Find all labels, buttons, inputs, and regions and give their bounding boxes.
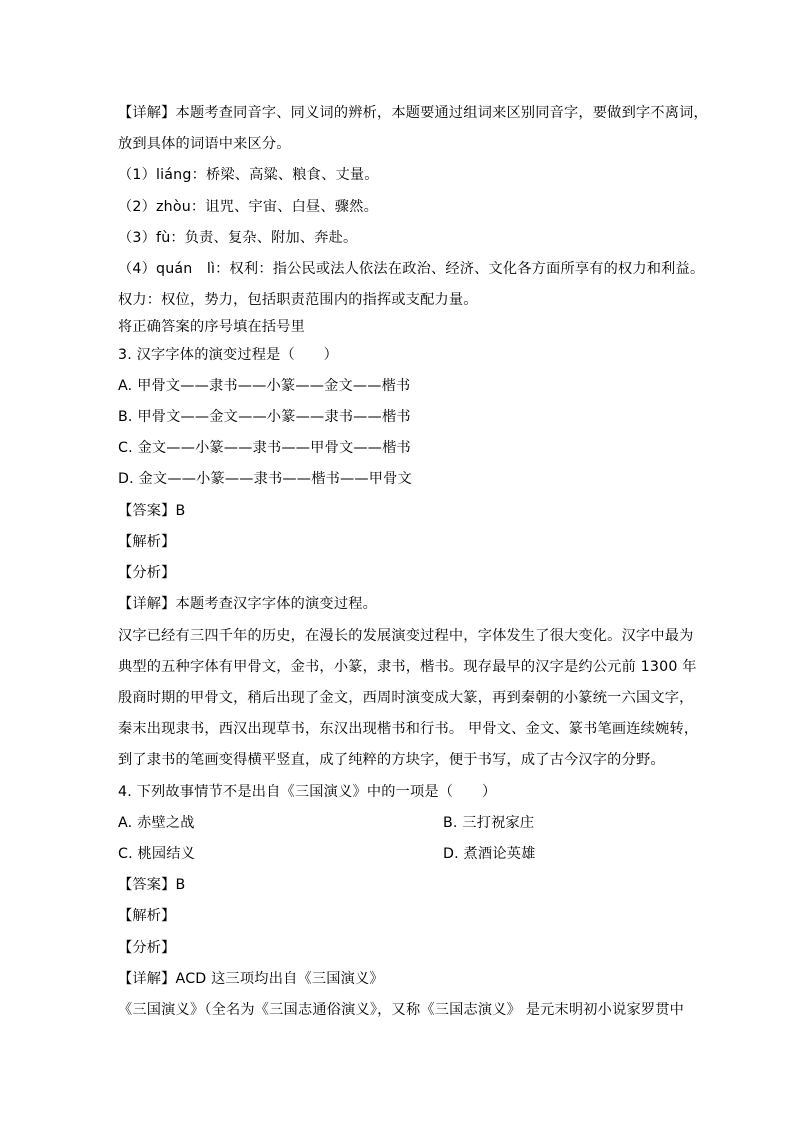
pinyin-item-1: （1）liáng：桥梁、高粱、粮食、丈量。	[118, 167, 379, 183]
answer-label: 【答案】B	[118, 877, 186, 893]
question-4: 4. 下列故事情节不是出自《三国演义》中的一项是（ ）	[118, 784, 497, 800]
section-heading: 将正确答案的序号填在括号里	[118, 319, 306, 335]
explanation-line: 【详解】ACD 这三项均出自《三国演义》	[118, 971, 384, 987]
question-3-option-b: B. 甲骨文——金文——小篆——隶书——楷书	[118, 409, 411, 425]
question-4-option-d: D. 煮酒论英雄	[443, 846, 536, 862]
analysis-sub-label: 【分析】	[118, 940, 176, 956]
analysis-label: 【解析】	[118, 908, 176, 924]
explanation-line: 【详解】本题考查同音字、同义词的辨析，本题要通过组词来区别同音字，要做到字不离词，	[118, 105, 708, 121]
definition-line: 权力：权位，势力，包括职责范围内的指挥或支配力量。	[118, 292, 478, 308]
answer-label: 【答案】B	[118, 503, 186, 519]
pinyin-item-4: （4）quán lì：权利：指公民或法人依法在政治、经济、文化各方面所享有的权力和利益。	[118, 261, 705, 277]
paragraph-line: 秦末出现隶书，西汉出现草书，东汉出现楷书和行书。 甲骨文、金文、篆书笔画连续婉转，	[118, 721, 699, 737]
paragraph-line: 汉字已经有三四千年的历史，在漫长的发展演变过程中，字体发生了很大变化。汉字中最为	[118, 628, 694, 644]
question-4-option-c: C. 桃园结义	[118, 846, 196, 862]
question-3: 3. 汉字字体的演变过程是（ ）	[118, 347, 339, 363]
question-4-option-b: B. 三打祝家庄	[443, 815, 535, 831]
question-3-option-c: C. 金文——小篆——隶书——甲骨文——楷书	[118, 440, 411, 456]
question-4-option-a: A. 赤壁之战	[118, 815, 195, 831]
pinyin-item-2: （2）zhòu：诅咒、宇宙、白昼、骤然。	[118, 199, 378, 215]
paragraph-line: 殷商时期的甲骨文，稍后出现了金文，西周时演变成大篆，再到秦朝的小篆统一六国文字，	[118, 690, 694, 706]
question-3-option-a: A. 甲骨文——隶书——小篆——金文——楷书	[118, 378, 411, 394]
paragraph-line: 《三国演义》（全名为《三国志通俗演义》，又称《三国志演义》 是元末明初小说家罗贯中	[118, 1002, 685, 1018]
paragraph-line: 典型的五种字体有甲骨文，金书，小篆，隶书，楷书。现存最早的汉字是约公元前 1300 年	[118, 659, 697, 675]
paragraph-line: 到了隶书的笔画变得横平竖直，成了纯粹的方块字，便于书写，成了古今汉字的分野。	[118, 752, 665, 768]
analysis-label: 【解析】	[118, 534, 176, 550]
question-3-option-d: D. 金文——小篆——隶书——楷书——甲骨文	[118, 471, 412, 487]
explanation-line: 放到具体的词语中来区分。	[118, 136, 291, 152]
explanation-line: 【详解】本题考查汉字字体的演变过程。	[118, 596, 377, 612]
analysis-sub-label: 【分析】	[118, 565, 176, 581]
pinyin-item-3: （3）fù：负责、复杂、附加、奔赴。	[118, 230, 358, 246]
